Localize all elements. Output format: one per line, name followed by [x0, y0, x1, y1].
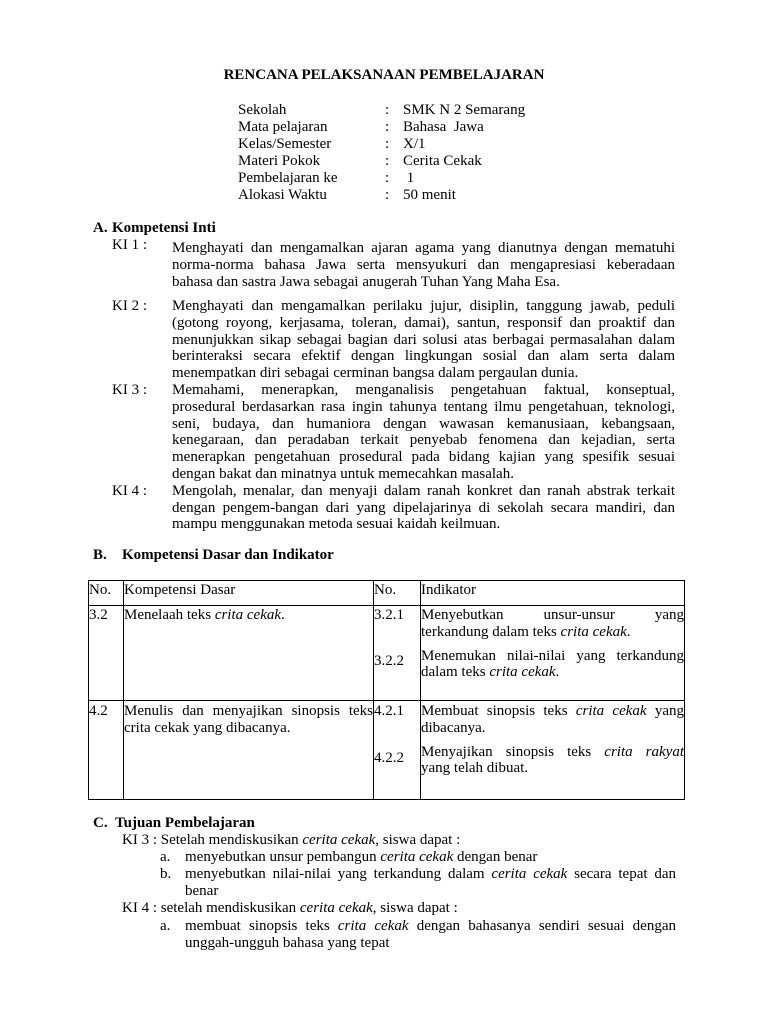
- section-b-heading: [93, 547, 334, 564]
- text-segment: .: [626, 623, 631, 640]
- ki-label: KI 1 :: [112, 237, 147, 253]
- identity-label: Materi Pokok: [238, 152, 321, 169]
- text-segment: menyebutkan nilai-nilai yang terkandung dalam: [185, 865, 492, 882]
- identity-separator: :: [385, 186, 390, 203]
- text-line: unggah-ungguh bahasa yang tepat: [185, 934, 390, 951]
- indicator-number: 3.2.1: [374, 607, 404, 623]
- tujuan-pembelajaran-list: [0, 832, 768, 952]
- identity-row: [238, 102, 525, 119]
- kd-line: [124, 607, 373, 624]
- text-line: dengan pengem-bangan dari yang dipelajarinya di sekolah secara mandiri, dan: [172, 499, 675, 516]
- identity-row: [238, 187, 525, 204]
- italic-term: crita cekak: [560, 623, 627, 640]
- identity-separator: :: [385, 101, 390, 118]
- list-marker: a.: [160, 917, 171, 934]
- table-cell-indicator-no: [374, 606, 421, 701]
- text-line: menunjukkan sikap sebagai bagian dari solusi atas berbagai permasalahan dalam: [172, 331, 675, 348]
- identity-row: [238, 119, 525, 136]
- section-title: Kompetensi Inti: [112, 219, 216, 236]
- identity-label: Sekolah: [238, 101, 287, 118]
- table-header-cell: [124, 581, 374, 606]
- text-line: prosedural berdasarkan rasa ingin tahunya tentang ilmu pengetahuan, teknologi,: [172, 398, 675, 415]
- ki-item: [112, 382, 675, 483]
- section-title: Tujuan Pembelajaran: [115, 814, 255, 831]
- identity-value: SMK N 2 Semarang: [403, 101, 526, 118]
- indicator-line: dibacanya.: [421, 719, 486, 736]
- ki-text: [172, 298, 675, 382]
- indicator-line: [421, 624, 684, 641]
- identity-label: Pembelajaran ke: [238, 169, 338, 186]
- list-item-text: [185, 849, 676, 866]
- text-line: (gotong royong, kerjasama, toleran, damai), santun, responsif dan proaktif dan: [172, 314, 675, 331]
- text-line: Mengolah, menalar, dan menyaji dalam ranah konkret dan ranah abstrak terkait: [172, 482, 675, 499]
- table-row: [89, 701, 685, 800]
- text-segment: Menelaah teks: [124, 607, 215, 623]
- kompetensi-inti-list: [112, 237, 675, 533]
- italic-term: crita cekak: [214, 607, 282, 623]
- text-segment: Membuat sinopsis teks: [421, 703, 576, 719]
- text-line: kenegaraan, dan peradaban terkait penyebab fenomena dan kejadian, serta: [172, 432, 675, 449]
- list-item: [0, 849, 768, 866]
- text-segment: membuat sinopsis teks: [185, 917, 338, 934]
- table-cell-indicator: [421, 606, 685, 701]
- text-segment: secara tepat dan: [567, 865, 676, 882]
- list-item-text: [185, 918, 676, 952]
- text-segment: , siswa dapat :: [372, 900, 458, 917]
- text-line: menerapkan pengetahuan prosedural pada bidang kajian yang spesifik sesuai: [172, 449, 675, 466]
- table-cell-no: [89, 606, 124, 701]
- text-line: Memahami, menerapkan, menganalisis pengetahuan faktual, konseptual,: [172, 381, 675, 398]
- identity-value: X/1: [403, 135, 426, 152]
- indicator-line: [421, 664, 684, 681]
- section-marker: C.: [93, 814, 108, 831]
- identity-label: Alokasi Waktu: [238, 186, 327, 203]
- table-header-cell: [374, 581, 421, 606]
- identity-label: Kelas/Semester: [238, 135, 332, 152]
- section-marker: B.: [93, 546, 107, 563]
- italic-term: cerita cekak: [302, 831, 376, 848]
- table-header-cell: [89, 581, 124, 606]
- kd-number: 3.2: [89, 607, 108, 623]
- identity-block: [238, 102, 525, 204]
- kd-line: Menulis dan menyajikan sinopsis teks: [124, 703, 373, 719]
- table-cell-indicator: [421, 701, 685, 800]
- ki-objective-intro: [0, 832, 768, 849]
- text-line: berinteraksi secara efektif dengan lingkungan sosial dan alam serta dalam: [172, 348, 675, 365]
- italic-term: cerita cekak: [380, 848, 454, 865]
- list-item: [0, 918, 768, 952]
- ki-item: [112, 298, 675, 382]
- identity-row: [238, 170, 525, 187]
- italic-term: crita cekak: [575, 703, 647, 719]
- text-line: Menghayati dan mengamalkan perilaku jujur, disiplin, tanggung jawab, peduli: [172, 297, 675, 314]
- document-title: RENCANA PELAKSANAAN PEMBELAJARAN: [223, 67, 545, 83]
- text-segment: .: [281, 607, 285, 623]
- section-title: Kompetensi Dasar dan Indikator: [122, 546, 334, 563]
- italic-term: crita rakyat: [604, 743, 684, 760]
- identity-label: Mata pelajaran: [238, 118, 328, 135]
- list-item: [0, 866, 768, 900]
- table-row: [89, 606, 685, 701]
- table-header-cell: [421, 581, 685, 606]
- text-line: [185, 866, 676, 883]
- text-segment: , siswa dapat :: [375, 831, 461, 848]
- text-line: [185, 918, 676, 935]
- ki-text: [172, 483, 675, 533]
- section-marker: A.: [93, 219, 108, 236]
- section-c-heading: [93, 815, 255, 832]
- text-segment: dengan benar: [453, 848, 538, 865]
- identity-separator: :: [385, 152, 390, 169]
- ki-label: KI 4 :: [112, 482, 147, 499]
- identity-value: Cerita Cekak: [403, 152, 482, 169]
- indicator-number: 4.2.2: [374, 749, 404, 766]
- identity-value: Bahasa Jawa: [403, 118, 484, 135]
- text-segment: .: [555, 664, 560, 681]
- ki-objective-intro: [0, 900, 768, 917]
- identity-row: [238, 136, 525, 153]
- text-line: [185, 849, 676, 866]
- section-a-heading: [93, 220, 216, 237]
- header-label: Indikator: [421, 582, 476, 598]
- ki-item: [112, 237, 675, 290]
- text-segment: terkandung dalam teks: [421, 623, 561, 640]
- text-segment: KI 3 : Setelah mendiskusikan: [122, 831, 303, 848]
- ki-text: [172, 240, 675, 290]
- table-header-row: [89, 581, 685, 606]
- list-marker: b.: [160, 865, 172, 882]
- identity-row: [238, 153, 525, 170]
- text-line: mampu menggunakan metoda sesuai kaidah keilmuan.: [172, 516, 501, 533]
- list-item-text: [185, 866, 676, 900]
- ki-label: KI 2 :: [112, 297, 147, 314]
- table-cell-kd: [124, 701, 374, 800]
- text-segment: Menyajikan sinopsis teks: [421, 743, 605, 760]
- text-line: norma-norma bahasa Jawa serta mensyukuri dan mengapresiasi keberadaan: [172, 256, 675, 273]
- italic-term: crita cekak: [489, 664, 556, 681]
- identity-separator: :: [385, 169, 390, 186]
- identity-value: 1: [403, 169, 415, 186]
- identity-separator: :: [385, 135, 390, 152]
- header-label: No.: [374, 582, 397, 598]
- text-line: Menghayati dan mengamalkan ajaran agama yang dianutnya dengan mematuhi: [172, 240, 675, 256]
- italic-term: cerita cekak: [491, 865, 568, 882]
- kd-line: crita cekak yang dibacanya.: [124, 719, 291, 736]
- text-segment: dalam teks: [421, 664, 490, 681]
- text-line: menempatkan diri sebagai cerminan bangsa dalam pergaulan dunia.: [172, 365, 579, 382]
- italic-term: cerita cekak: [299, 900, 373, 917]
- text-segment: yang: [646, 703, 684, 719]
- indicator-line: Menyebutkan unsur-unsur yang: [421, 607, 684, 623]
- ki-item: [112, 483, 675, 533]
- text-line: dengan bakat dan minatnya untuk memecahkan masalah.: [172, 465, 514, 482]
- ki-label: KI 3 :: [112, 381, 147, 398]
- header-label: No.: [89, 582, 112, 598]
- header-label: Kompetensi Dasar: [124, 582, 236, 598]
- indicator-line: Menemukan nilai-nilai yang terkandung: [421, 647, 684, 664]
- text-segment: menyebutkan unsur pembangun: [185, 848, 381, 865]
- text-line: bahasa dan sastra Jawa sebagai anugerah Tuhan Yang Maha Esa.: [172, 273, 560, 290]
- indicator-number: 4.2.1: [374, 703, 404, 719]
- table-cell-indicator-no: [374, 701, 421, 800]
- indicator-line: yang telah dibuat.: [421, 760, 529, 777]
- indicator-line: [421, 703, 684, 720]
- kompetensi-dasar-table: [88, 580, 685, 800]
- table-cell-kd: [124, 606, 374, 701]
- text-segment: KI 4 : setelah mendiskusikan: [122, 900, 300, 917]
- text-line: benar: [185, 883, 219, 900]
- identity-value: 50 menit: [403, 186, 456, 203]
- ki-text: [172, 382, 675, 483]
- table-cell-no: [89, 701, 124, 800]
- text-segment: dengan bahasanya sendiri sesuai dengan: [408, 917, 676, 934]
- kd-number: 4.2: [89, 703, 108, 719]
- italic-term: crita cekak: [337, 917, 409, 934]
- identity-separator: :: [385, 118, 390, 135]
- list-marker: a.: [160, 848, 171, 865]
- indicator-number: 3.2.2: [374, 652, 404, 669]
- text-line: seni, budaya, dan humaniora dengan wawasan kemanusiaan, kebangsaan,: [172, 415, 675, 432]
- indicator-line: [421, 744, 684, 761]
